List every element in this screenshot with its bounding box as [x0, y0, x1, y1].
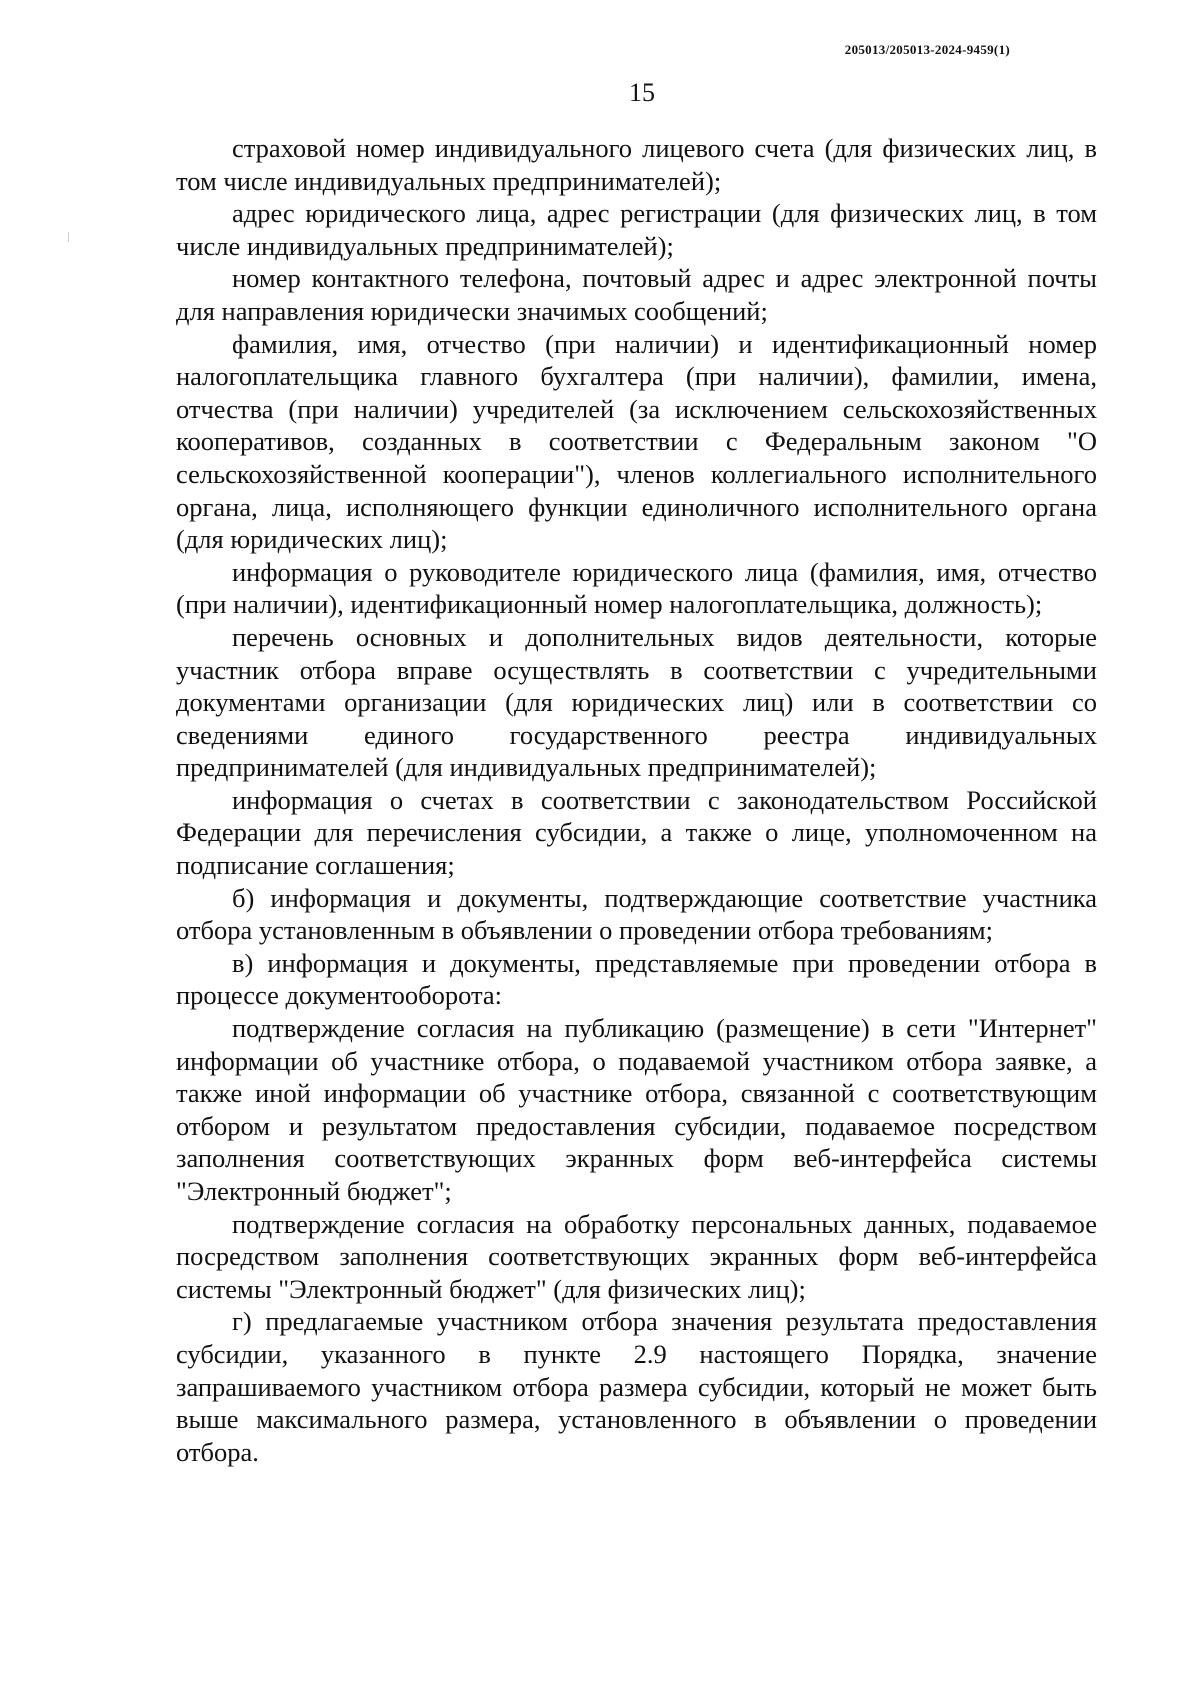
- page-number: 15: [629, 78, 655, 107]
- paragraph-item-b: б) информация и документы, подтверждающие соответствие участника отбора установленным в объявлении о проведении отбора требованиям;: [176, 882, 1097, 946]
- scan-artifact: [68, 232, 69, 242]
- paragraph-head-info: информация о руководителе юридического лица (фамилия, имя, отчество (при наличии), идентификационный номер налогоплательщика, должность);: [176, 556, 1097, 620]
- paragraph-item-g: г) предлагаемые участником отбора значения результата предоставления субсидии, указанного в пункте 2.9 настоящего Порядка, значение запрашиваемого участником отбора размера субсидии, который не может быть выше максимального размера, установленного в объявлении о проведении отбора.: [176, 1306, 1097, 1467]
- paragraph-contacts: номер контактного телефона, почтовый адрес и адрес электронной почты для направления юридически значимых сообщений;: [176, 263, 1097, 326]
- paragraph-accounts: информация о счетах в соответствии с законодательством Российской Федерации для перечисления субсидии, а также о лице, уполномоченном на подписание соглашения;: [176, 784, 1097, 881]
- paragraph-activities: перечень основных и дополнительных видов деятельности, которые участник отбора вправе осуществлять в соответствии с учредительными документами организации (для юридических лиц) или в соответствии со сведениями единого государственного реестра индивидуальных предпринимателей (для индивидуальных предпринимателей);: [176, 621, 1097, 783]
- paragraph-address: адрес юридического лица, адрес регистрации (для физических лиц, в том числе индивидуальных предпринимателей);: [176, 198, 1097, 261]
- paragraph-snils: страховой номер индивидуального лицевого счета (для физических лиц, в том числе индивидуальных предпринимателей);: [176, 133, 1097, 196]
- paragraph-accountant-founders: фамилия, имя, отчество (при наличии) и идентификационный номер налогоплательщика главного бухгалтера (при наличии), фамилии, имена, отчества (при наличии) учредителей (за исключением сельскохозяйственных кооперативов, созданных в соответствии с Федеральным законом "О сельскохозяйственной кооперации"), членов коллегиального исполнительного органа, лица, исполняющего функции единоличного исполнительного органа (для юридических лиц);: [176, 328, 1097, 555]
- body-text: [176, 132, 1097, 1468]
- paragraph-personal-data-consent: подтверждение согласия на обработку персональных данных, подаваемое посредством заполнения соответствующих экранных форм веб-интерфейса системы "Электронный бюджет" (для физических лиц);: [176, 1208, 1097, 1304]
- paragraph-item-v: в) информация и документы, представляемые при проведении отбора в процессе документооборота:: [176, 947, 1097, 1011]
- paragraph-publication-consent: подтверждение согласия на публикацию (размещение) в сети "Интернет" информации об участнике отбора, о подаваемой участником отбора заявке, а также иной информации об участнике отбора, связанной с соответствующим отбором и результатом предоставления субсидии, подаваемое посредством заполнения соответствующих экранных форм веб-интерфейса системы "Электронный бюджет";: [176, 1013, 1097, 1206]
- document-id: 205013/205013-2024-9459(1): [844, 42, 1010, 57]
